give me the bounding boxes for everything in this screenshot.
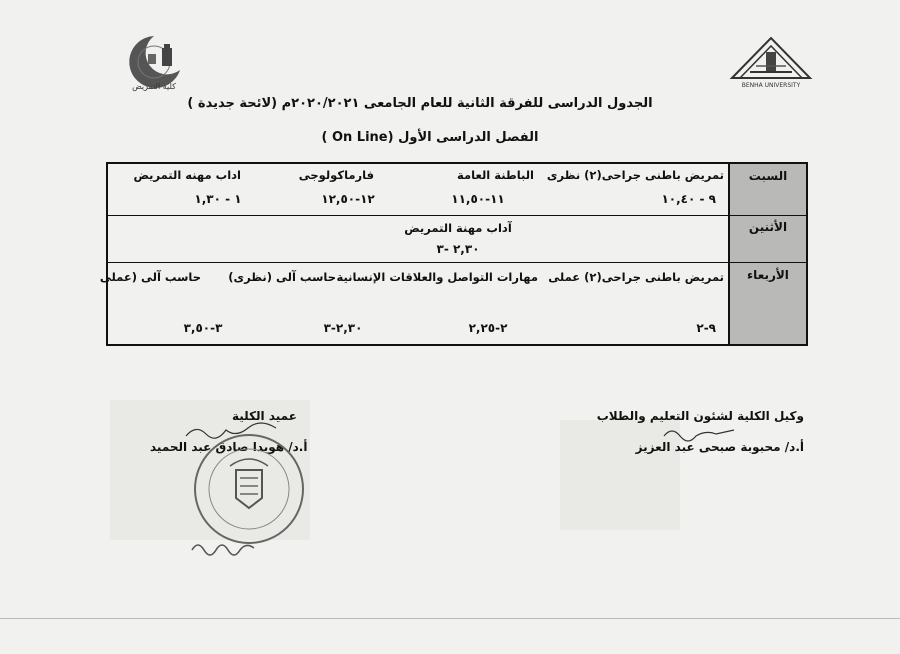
vice-dean-title: وكيل الكلية لشئون التعليم والطلاب <box>596 409 804 423</box>
stamp-number-icon <box>188 536 258 558</box>
schedule-subject: فارماكولوجى <box>298 168 374 182</box>
schedule-time: ٢-٢,٢٥ <box>468 321 508 335</box>
university-logo-caption: BENHA UNIVERSITY <box>741 82 801 89</box>
row-divider <box>108 262 806 263</box>
schedule-subject: مهارات التواصل والعلاقات الإنسانية <box>336 270 538 284</box>
university-logo-icon <box>726 30 816 90</box>
schedule-subject: آداب مهنة التمريض <box>404 221 512 235</box>
schedule-subject: حاسب آلى (عملى <box>99 270 201 284</box>
dean-name: أ.د/ هويدا صادق عبد الحميد <box>150 440 308 454</box>
schedule-time: ١٢-١٢,٥٠ <box>321 192 375 206</box>
schedule-time: ٩ - ١٠,٤٠ <box>661 192 716 206</box>
schedule-time: ٢,٣٠-٣ <box>323 321 363 335</box>
day-label-wednesday: الأربعاء <box>747 268 789 282</box>
page-title: الجدول الدراسى للفرقة الثانية للعام الجامعى ٢٠٢٠/٢٠٢١م (لائحة جديدة ) <box>187 96 653 111</box>
schedule-subject: حاسب آلى (نظرى) <box>228 270 336 284</box>
schedule-time: ١١-١١,٥٠ <box>451 192 505 206</box>
faculty-logo-caption: كلية التمريض <box>132 82 176 91</box>
schedule-table <box>99 162 808 346</box>
schedule-subject: تمريض باطنى جراحى(٢) نظرى <box>546 168 724 182</box>
schedule-time: ٣-٣,٥٠ <box>183 321 223 335</box>
schedule-time: ٢,٣٠ -٣ <box>436 242 480 256</box>
schedule-subject: تمريض باطنى جراحى(٢) عملى <box>548 270 724 284</box>
day-label-saturday: السبت <box>748 169 788 183</box>
page-subtitle: الفصل الدراسى الأول (On Line ) <box>321 130 539 145</box>
schedule-subject: اداب مهنه التمريض <box>133 168 241 182</box>
schedule-subject: الباطنة العامة <box>457 168 534 182</box>
days-column <box>728 164 806 344</box>
dean-title: عميد الكلية <box>232 409 297 423</box>
schedule-time: ١ - ١,٣٠ <box>194 192 242 206</box>
vice-dean-name: أ.د/ محبوبة صبحى عبد العزيز <box>635 440 804 454</box>
official-stamp-icon <box>190 430 308 548</box>
scan-edge <box>0 618 900 619</box>
schedule-time: ٩-٢ <box>696 321 716 335</box>
row-divider <box>108 215 806 216</box>
day-label-monday: الأثنين <box>748 220 788 234</box>
